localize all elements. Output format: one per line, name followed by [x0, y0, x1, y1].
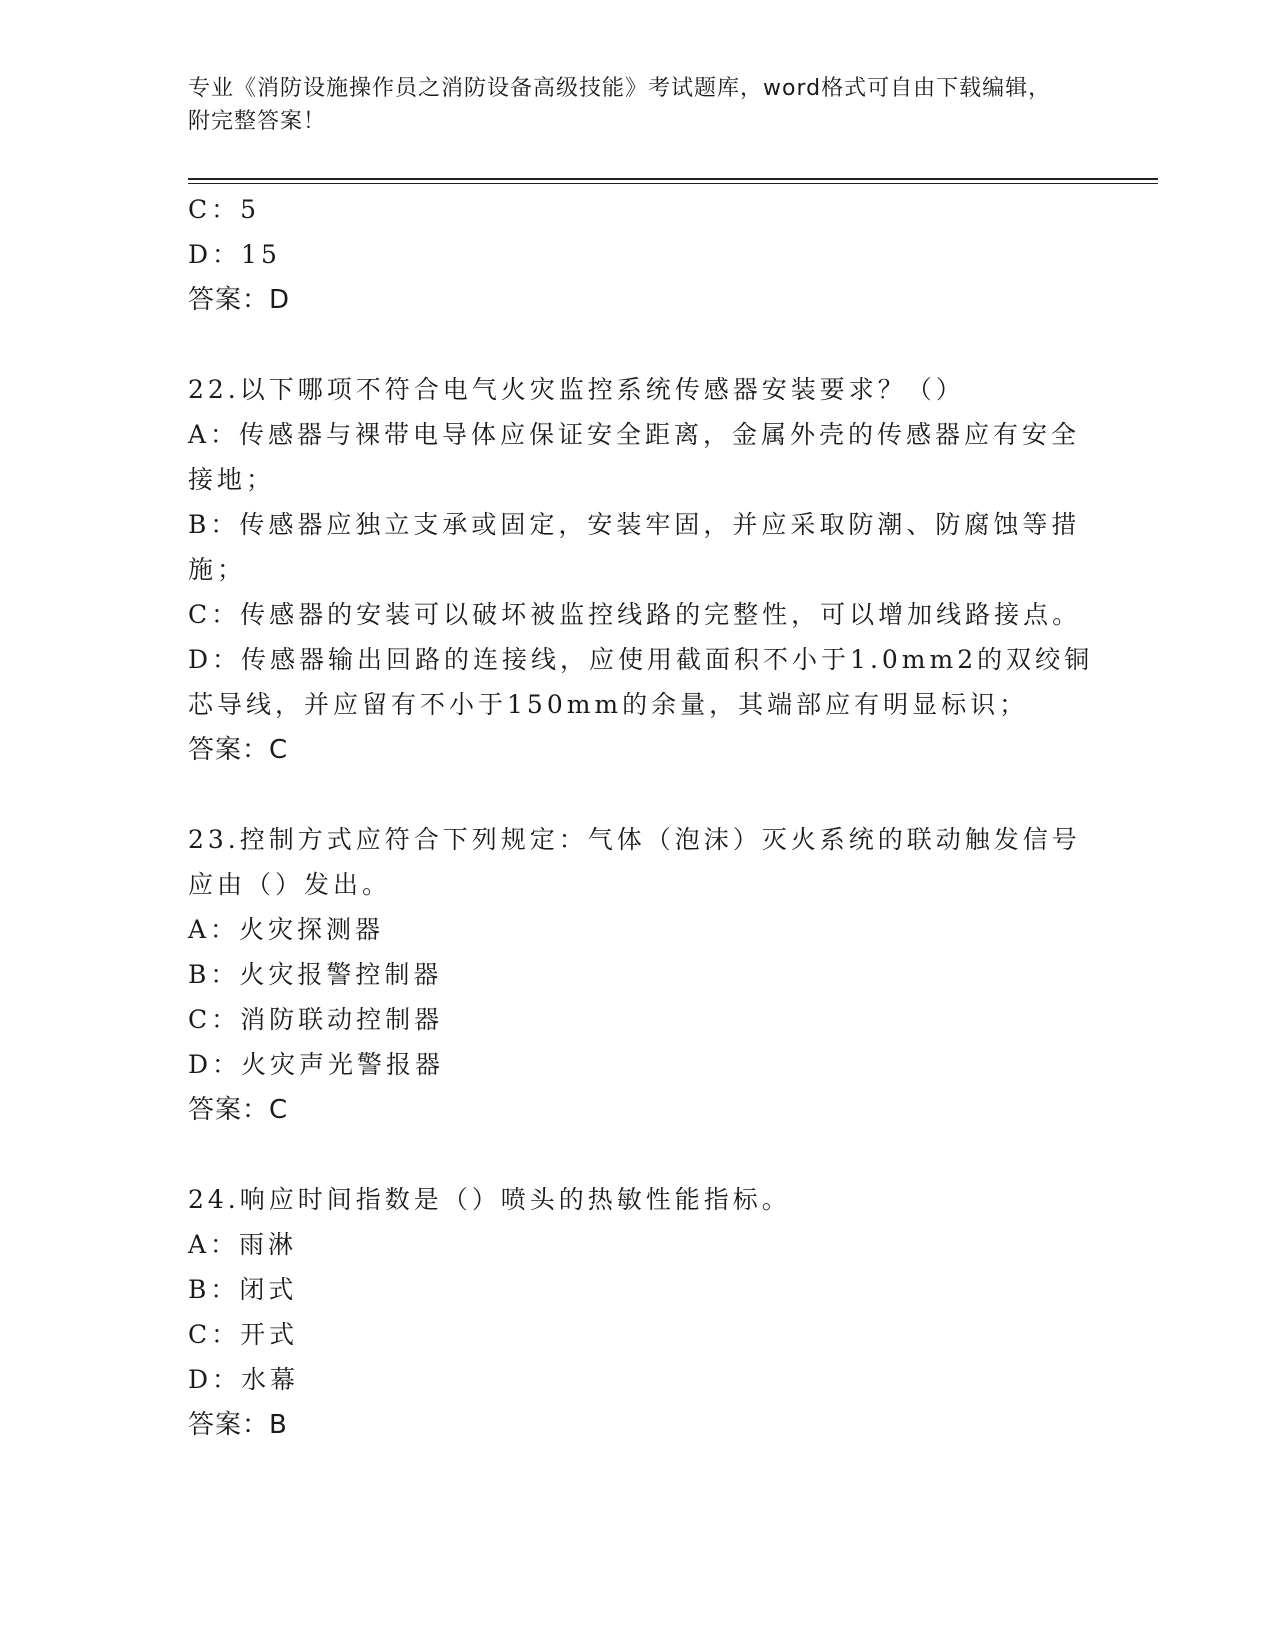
q22-option-d-line2: 芯导线，并应留有不小于150mm的余量，其端部应有明显标识；: [188, 690, 1029, 719]
q23-question-line2: 应由（）发出。: [188, 870, 392, 899]
q22-answer: 答案：C: [188, 735, 289, 765]
q22-question: 22.以下哪项不符合电气火灾监控系统传感器安装要求？（）: [188, 375, 965, 404]
q23-option-b: B：火灾报警控制器: [188, 960, 443, 989]
q24-option-a: A：雨淋: [188, 1230, 298, 1259]
q21-option-d: D：15: [188, 240, 281, 269]
q24-answer: 答案：B: [188, 1410, 288, 1440]
header-rule-thin: [188, 183, 1158, 184]
q22-option-c: C：传感器的安装可以破坏被监控线路的完整性，可以增加线路接点。: [188, 600, 1082, 629]
q23-option-d: D：火灾声光警报器: [188, 1050, 445, 1079]
q22-option-b-line2: 施；: [188, 555, 247, 584]
q22-option-b-line1: B：传感器应独立支承或固定，安装牢固，并应采取防潮、防腐蚀等措: [188, 510, 1081, 539]
q23-option-a: A：火灾探测器: [188, 915, 385, 944]
header-intro-text: 专业《消防设施操作员之消防设备高级技能》考试题库，word格式可自由下载编辑，附完整答案！: [188, 76, 1052, 134]
q23-answer: 答案：C: [188, 1095, 289, 1125]
document-header: [188, 72, 1068, 138]
q24-option-d: D：水幕: [188, 1365, 300, 1394]
q22-option-d-line1: D：传感器输出回路的连接线，应使用截面积不小于1.0mm2的双绞铜: [188, 645, 1094, 674]
q24-option-b: B：闭式: [188, 1275, 298, 1304]
q22-option-a-line1: A：传感器与裸带电导体应保证安全距离，金属外壳的传感器应有安全: [188, 420, 1081, 449]
q24-option-c: C：开式: [188, 1320, 299, 1349]
q23-option-c: C：消防联动控制器: [188, 1005, 444, 1034]
q23-question-line1: 23.控制方式应符合下列规定：气体（泡沫）灭火系统的联动触发信号: [188, 825, 1081, 854]
q21-answer: 答案：D: [188, 285, 291, 315]
header-rule-thick: [188, 178, 1158, 180]
q24-question: 24.响应时间指数是（）喷头的热敏性能指标。: [188, 1185, 791, 1214]
q22-option-a-line2: 接地；: [188, 465, 276, 494]
q21-option-c: C：5: [188, 195, 261, 224]
